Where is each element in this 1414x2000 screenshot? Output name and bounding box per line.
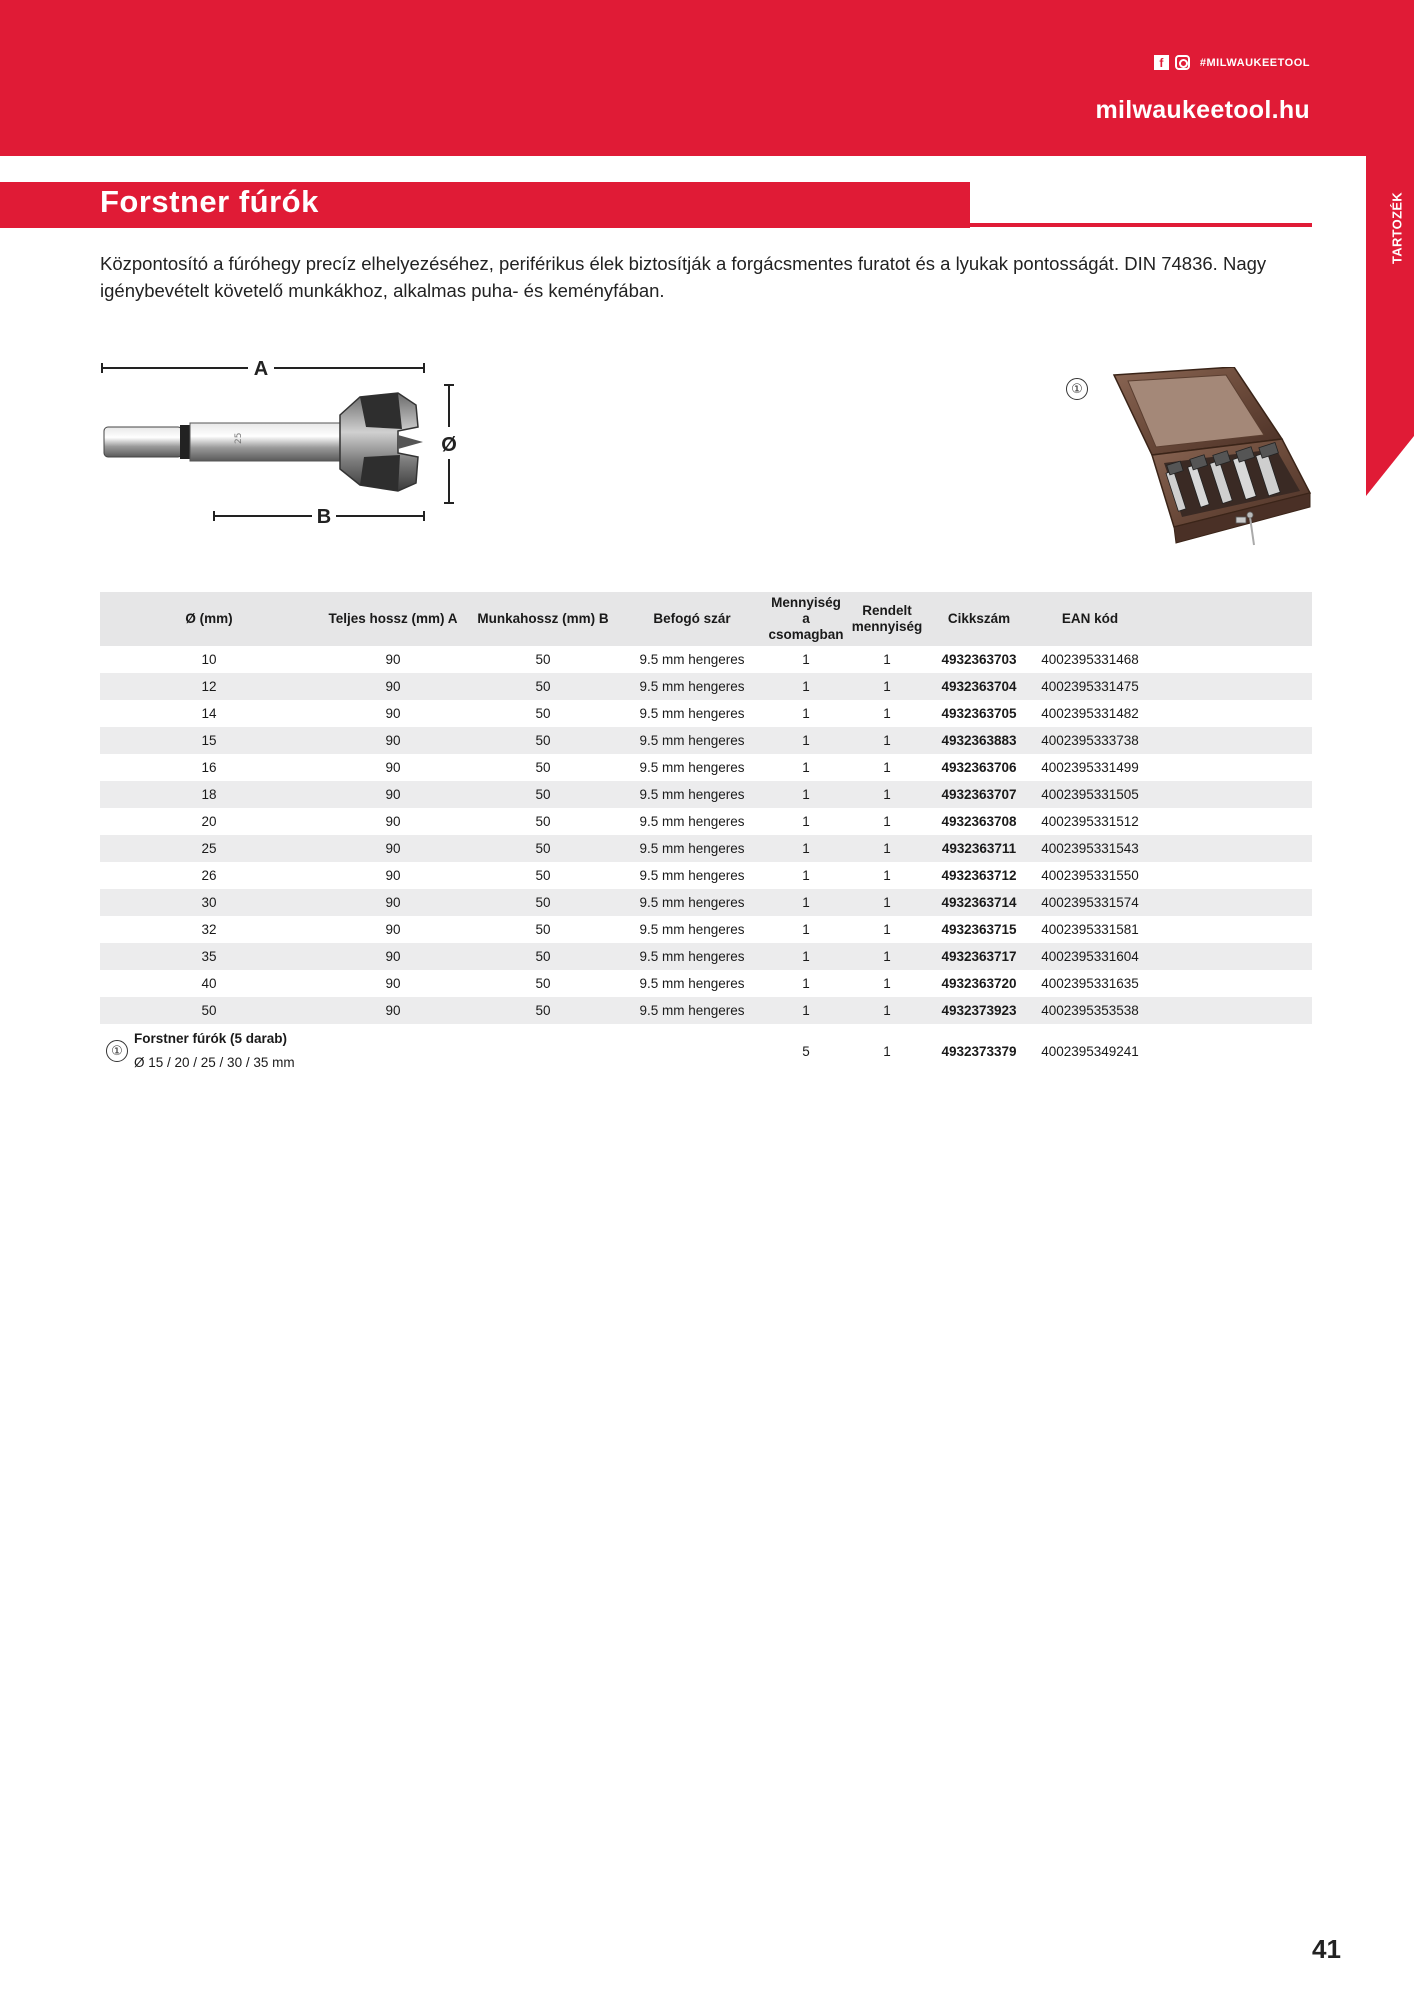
reference-mark: ① (1066, 378, 1088, 400)
product-table (100, 592, 1312, 1078)
cell-order-qty: 1 (846, 943, 928, 970)
cell-ean: 4002395331512 (1041, 814, 1139, 829)
cell-pack-qty: 1 (802, 814, 810, 829)
cell-article-number: 4932373923 (928, 997, 1030, 1024)
cell-ean: 4002395331468 (1041, 652, 1139, 667)
website-link[interactable]: milwaukeetool.hu (1095, 96, 1310, 124)
cell-shank: 9.5 mm hengeres (639, 922, 745, 937)
cell-diameter: 14 (201, 706, 217, 721)
cell-pack-qty: 1 (766, 889, 846, 916)
cell-blank (1150, 997, 1312, 1024)
cell-working-length: 50 (468, 889, 618, 916)
cell-order-qty: 1 (883, 814, 891, 829)
table-row (100, 673, 1312, 700)
cell-blank (1150, 781, 1312, 808)
cell-order-qty: 1 (846, 673, 928, 700)
cell-article-number: 4932363883 (928, 727, 1030, 754)
header-bar (0, 0, 1414, 156)
cell-blank (1150, 700, 1312, 727)
table-row (100, 646, 1312, 673)
cell-pack-qty: 1 (766, 673, 846, 700)
cell-blank (1150, 889, 1312, 916)
cell-total-length: 90 (318, 997, 468, 1024)
cell-total-length: 90 (318, 943, 468, 970)
cell-pack-qty: 1 (802, 760, 810, 775)
cell-working-length: 50 (535, 868, 551, 883)
cell-pack-qty: 1 (766, 835, 846, 862)
cell-article-number: 4932363707 (928, 781, 1030, 808)
dimension-diameter-label: Ø (441, 434, 457, 456)
set-description (100, 1024, 766, 1078)
facebook-icon[interactable]: f (1154, 55, 1169, 70)
cell-blank (1150, 970, 1312, 997)
cell-shank: 9.5 mm hengeres (618, 781, 766, 808)
cell-diameter: 40 (201, 976, 217, 991)
cell-working-length: 50 (535, 760, 551, 775)
cell-total-length: 90 (385, 760, 401, 775)
cell-shank: 9.5 mm hengeres (618, 727, 766, 754)
cell-diameter: 15 (100, 727, 318, 754)
cell-pack-qty: 1 (802, 868, 810, 883)
instagram-icon[interactable] (1175, 55, 1190, 70)
cell-article-number: 4932363712 (941, 868, 1017, 883)
cell-order-qty: 1 (846, 889, 928, 916)
cell-total-length: 90 (385, 652, 401, 667)
cell-diameter: 25 (100, 835, 318, 862)
title-underline (0, 223, 1312, 227)
cell-working-length: 50 (468, 673, 618, 700)
cell-article-number: 4932363704 (928, 673, 1030, 700)
drill-bit-diagram (98, 345, 468, 535)
cell-shank: 9.5 mm hengeres (639, 868, 745, 883)
cell-shank: 9.5 mm hengeres (618, 673, 766, 700)
set-row (100, 1024, 1312, 1078)
cell-ean: 4002395331604 (1030, 943, 1150, 970)
cell-article-number: 4932363720 (941, 976, 1017, 991)
cell-order-qty: 1 (846, 727, 928, 754)
col-header-shank: Befogó szár (618, 592, 766, 646)
cell-ean: 4002395331574 (1030, 889, 1150, 916)
cell-working-length: 50 (535, 706, 551, 721)
cell-diameter: 30 (100, 889, 318, 916)
page-number: 41 (1312, 1934, 1341, 1964)
cell-diameter: 35 (100, 943, 318, 970)
cell-article-number: 4932363706 (941, 760, 1017, 775)
cell-diameter: 18 (100, 781, 318, 808)
cell-ean: 4002395349241 (1030, 1024, 1150, 1078)
cell-ean: 4002395331475 (1030, 673, 1150, 700)
cell-article-number: 4932363705 (941, 706, 1017, 721)
cell-ean: 4002395331499 (1041, 760, 1139, 775)
cell-order-qty: 1 (883, 976, 891, 991)
table-row (100, 997, 1312, 1024)
cell-pack-qty: 1 (802, 976, 810, 991)
cell-working-length: 50 (535, 922, 551, 937)
cell-diameter: 20 (201, 814, 217, 829)
table-row (100, 862, 1312, 889)
set-reference-mark: ① (106, 1040, 128, 1062)
set-name: Forstner fúrók (5 darab) (134, 1031, 288, 1046)
cell-diameter: 10 (201, 652, 217, 667)
table-row (100, 700, 1312, 727)
cell-working-length: 50 (468, 943, 618, 970)
cell-pack-qty: 1 (802, 706, 810, 721)
cell-diameter: 26 (201, 868, 217, 883)
table-row (100, 943, 1312, 970)
cell-blank (1150, 835, 1312, 862)
cell-working-length: 50 (468, 835, 618, 862)
col-header-pack-qty: Mennyiség a csomagban (766, 592, 846, 646)
cell-pack-qty: 1 (802, 922, 810, 937)
cell-ean: 4002395331505 (1030, 781, 1150, 808)
cell-blank (1150, 1024, 1312, 1078)
dimension-a-label: A (253, 358, 269, 380)
intro-text: Központosító a fúróhegy precíz elhelyezéséhez, periférikus élek biztosítják a forgácsmentes furatot és a lyukak pontosságát. DIN 74836. Nagy igénybevételt követelő munkákhoz, alkalmas puha- és keményfában. (100, 253, 1267, 301)
cell-total-length: 90 (318, 727, 468, 754)
cell-shank: 9.5 mm hengeres (618, 889, 766, 916)
cell-article-number: 4932363708 (941, 814, 1017, 829)
cell-total-length: 90 (385, 868, 401, 883)
table-row (100, 781, 1312, 808)
col-header-total-length: Teljes hossz (mm) A (318, 592, 468, 646)
cell-blank (1150, 673, 1312, 700)
cell-ean: 4002395331550 (1041, 868, 1139, 883)
cell-working-length: 50 (535, 814, 551, 829)
cell-pack-qty: 5 (766, 1024, 846, 1078)
cell-blank (1150, 646, 1312, 673)
cell-shank: 9.5 mm hengeres (639, 760, 745, 775)
cell-shank: 9.5 mm hengeres (639, 706, 745, 721)
cell-order-qty: 1 (883, 652, 891, 667)
cell-order-qty: 1 (883, 760, 891, 775)
hashtag-text: #MILWAUKEETOOL (1199, 56, 1310, 69)
cell-total-length: 90 (385, 922, 401, 937)
cell-order-qty: 1 (883, 706, 891, 721)
cell-shank: 9.5 mm hengeres (618, 943, 766, 970)
cell-shank: 9.5 mm hengeres (618, 997, 766, 1024)
col-header-blank (1150, 592, 1312, 646)
cell-shank: 9.5 mm hengeres (639, 976, 745, 991)
cell-shank: 9.5 mm hengeres (639, 652, 745, 667)
cell-ean: 4002395353538 (1030, 997, 1150, 1024)
cell-pack-qty: 1 (766, 727, 846, 754)
cell-shank: 9.5 mm hengeres (618, 835, 766, 862)
col-header-ean: EAN kód (1030, 592, 1150, 646)
cell-pack-qty: 1 (766, 997, 846, 1024)
cell-working-length: 50 (535, 652, 551, 667)
svg-text:25: 25 (234, 432, 244, 444)
cell-article-number: 4932363714 (928, 889, 1030, 916)
col-header-diameter: Ø (mm) (100, 592, 318, 646)
cell-total-length: 90 (385, 976, 401, 991)
cell-order-qty: 1 (846, 781, 928, 808)
cell-working-length: 50 (535, 976, 551, 991)
side-tab-label: TARTOZÉK (1389, 192, 1405, 264)
dimension-b-label: B (316, 506, 332, 528)
table-row (100, 808, 1312, 835)
cell-diameter: 50 (100, 997, 318, 1024)
table-header-row (100, 592, 1312, 646)
cell-order-qty: 1 (846, 997, 928, 1024)
cell-ean: 4002395331482 (1041, 706, 1139, 721)
cell-diameter: 16 (201, 760, 217, 775)
cell-working-length: 50 (468, 781, 618, 808)
cell-shank: 9.5 mm hengeres (639, 814, 745, 829)
cell-article-number: 4932363717 (928, 943, 1030, 970)
table-row (100, 916, 1312, 943)
col-header-working-length: Munkahossz (mm) B (468, 592, 618, 646)
cell-blank (1150, 916, 1312, 943)
social-links (1154, 55, 1310, 70)
cell-total-length: 90 (318, 781, 468, 808)
cell-working-length: 50 (468, 727, 618, 754)
cell-pack-qty: 1 (802, 652, 810, 667)
forstner-set-case-image (1112, 367, 1312, 557)
cell-pack-qty: 1 (766, 943, 846, 970)
cell-article-number: 4932373379 (928, 1024, 1030, 1078)
cell-order-qty: 1 (846, 835, 928, 862)
cell-total-length: 90 (385, 706, 401, 721)
cell-order-qty: 1 (883, 922, 891, 937)
cell-article-number: 4932363711 (928, 835, 1030, 862)
cell-ean: 4002395333738 (1030, 727, 1150, 754)
table-row (100, 889, 1312, 916)
set-sizes: Ø 15 / 20 / 25 / 30 / 35 mm (134, 1055, 295, 1070)
cell-ean: 4002395331581 (1041, 922, 1139, 937)
table-row (100, 970, 1312, 997)
cell-blank (1150, 943, 1312, 970)
cell-blank (1150, 808, 1312, 835)
table-row (100, 835, 1312, 862)
cell-order-qty: 1 (846, 1024, 928, 1078)
table-row (100, 727, 1312, 754)
cell-total-length: 90 (318, 835, 468, 862)
table-row (100, 754, 1312, 781)
cell-article-number: 4932363715 (941, 922, 1017, 937)
page-title: Forstner fúrók (100, 184, 319, 219)
cell-total-length: 90 (318, 889, 468, 916)
col-header-article-number: Cikkszám (928, 592, 1030, 646)
col-header-order-qty: Rendelt mennyiség (846, 592, 928, 646)
cell-article-number: 4932363703 (941, 652, 1017, 667)
cell-blank (1150, 727, 1312, 754)
cell-diameter: 12 (100, 673, 318, 700)
cell-ean: 4002395331635 (1041, 976, 1139, 991)
cell-blank (1150, 862, 1312, 889)
cell-working-length: 50 (468, 997, 618, 1024)
cell-ean: 4002395331543 (1030, 835, 1150, 862)
cell-pack-qty: 1 (766, 781, 846, 808)
cell-order-qty: 1 (883, 868, 891, 883)
cell-blank (1150, 754, 1312, 781)
cell-total-length: 90 (385, 814, 401, 829)
cell-diameter: 32 (201, 922, 217, 937)
cell-total-length: 90 (318, 673, 468, 700)
